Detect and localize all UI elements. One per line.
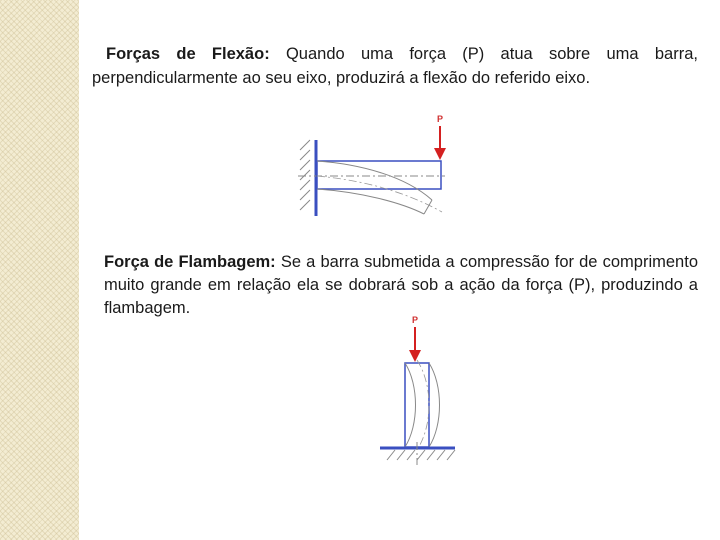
bending-load-label: P: [437, 114, 444, 124]
wall-hatching: [300, 140, 310, 210]
deflected-axis: [317, 176, 442, 212]
beam: [317, 161, 441, 189]
ground-hatching: [387, 450, 455, 460]
deflected-bottom: [317, 189, 424, 214]
bending-term: Forças de Flexão:: [106, 45, 270, 63]
buckling-description: Se a barra submetida a compressão for de comprimento muito grande em relação ela se dobrará sob a ação da força (P), produzindo a flambagem.: [104, 253, 698, 317]
bending-diagram: [290, 110, 460, 225]
column: [405, 363, 429, 447]
buckled-axis: [417, 360, 429, 450]
buckled-right: [429, 363, 440, 447]
buckling-term: Força de Flambagem:: [104, 253, 276, 271]
deflected-top: [317, 161, 432, 200]
decorative-side-strip: [0, 0, 79, 540]
buckled-left: [405, 363, 416, 447]
deflected-end: [424, 200, 432, 214]
bending-load-arrowhead: [434, 148, 446, 160]
buckling-load-arrowhead: [409, 350, 421, 362]
bending-paragraph: [92, 42, 698, 90]
buckling-diagram: [375, 310, 465, 470]
bending-description: Quando uma força (P) atua sobre uma barra, perpendicularmente ao seu eixo, produzirá a flexão do referido eixo.: [92, 45, 698, 87]
buckling-load-label: P: [412, 315, 419, 325]
